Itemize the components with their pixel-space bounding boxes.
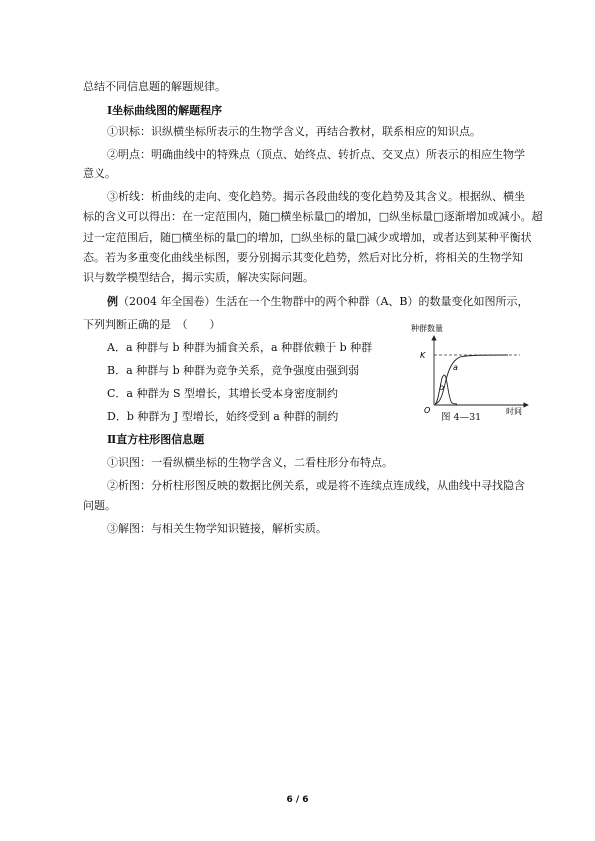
y-axis-label: 种群数量 bbox=[411, 324, 443, 333]
step-analyze-line-cont1: 标的含义可以得出：在一定范围内，随□横坐标量□的增加，□纵坐标量□逐渐增加或减小。超 bbox=[83, 210, 543, 223]
step-analyze-line: ③析线：析曲线的走向、变化趋势。揭示各段曲线的变化趋势及其含义。根据纵、横坐 bbox=[107, 190, 525, 203]
example-stem-text: （2004 年全国卷）生活在一个生物群中的两个种群（A、B）的数量变化如图所示， bbox=[118, 295, 529, 308]
curve-b-label: b bbox=[439, 383, 445, 392]
figure-caption: 图 4—31 bbox=[441, 412, 482, 423]
example-label: 例 bbox=[107, 295, 118, 308]
curve-a-label: a bbox=[453, 363, 458, 372]
step-analyze-line-cont2: 过一定范围后，随□横坐标的量□的增加，□纵坐标的量□减少或增加，或者达到某种平衡状 bbox=[83, 231, 532, 244]
curve-a bbox=[435, 355, 508, 404]
option-a: A．a 种群与 b 种群为捕食关系，a 种群依赖于 b 种群 bbox=[107, 341, 373, 354]
k-label: K bbox=[420, 351, 426, 360]
section1-heading: Ⅰ坐标曲线图的解题程序 bbox=[107, 104, 223, 117]
step-identify-chart: ①识图：一看纵横坐标的生物学含义，二看柱形分布特点。 bbox=[107, 456, 393, 469]
origin-label: O bbox=[424, 406, 431, 415]
option-c: C．a 种群为 S 型增长，其增长受本身密度制约 bbox=[107, 387, 338, 400]
step-clarify-points-cont: 意义。 bbox=[83, 167, 116, 180]
example-stem-cont: 下列判断正确的是 （ ） bbox=[83, 318, 221, 331]
step-analyze-line-cont3: 态。若为多重变化曲线坐标图，要分别揭示其变化趋势，然后对比分析，将相关的生物学知 bbox=[83, 251, 523, 264]
section2-heading: Ⅱ直方柱形图信息题 bbox=[107, 433, 205, 446]
intro-line: 总结不同信息题的解题规律。 bbox=[83, 80, 226, 93]
example-stem bbox=[107, 295, 529, 309]
step-analyze-chart: ②析图：分析柱形图反映的数据比例关系，或是将不连续点连成线，从曲线中寻找隐含 bbox=[107, 479, 525, 492]
x-axis-label: 时间 bbox=[506, 407, 522, 416]
step-clarify-points: ②明点：明确曲线中的特殊点（顶点、始终点、转折点、交叉点）所表示的相应生物学 bbox=[107, 148, 525, 161]
step-solve-chart: ③解图：与相关生物学知识链接，解析实质。 bbox=[107, 522, 327, 535]
page-number: 6 / 6 bbox=[286, 795, 309, 805]
option-b: B．a 种群与 b 种群为竞争关系，竞争强度由强到弱 bbox=[107, 364, 360, 377]
step-analyze-chart-cont: 问题。 bbox=[83, 499, 116, 512]
option-d: D．b 种群为 J 型增长，始终受到 a 种群的制约 bbox=[107, 410, 339, 423]
step-analyze-line-cont4: 识与数学模型结合，揭示实质，解决实际问题。 bbox=[83, 271, 314, 284]
step-identify-axes: ①识标：识纵横坐标所表示的生物学含义，再结合教材，联系相应的知识点。 bbox=[107, 125, 481, 138]
